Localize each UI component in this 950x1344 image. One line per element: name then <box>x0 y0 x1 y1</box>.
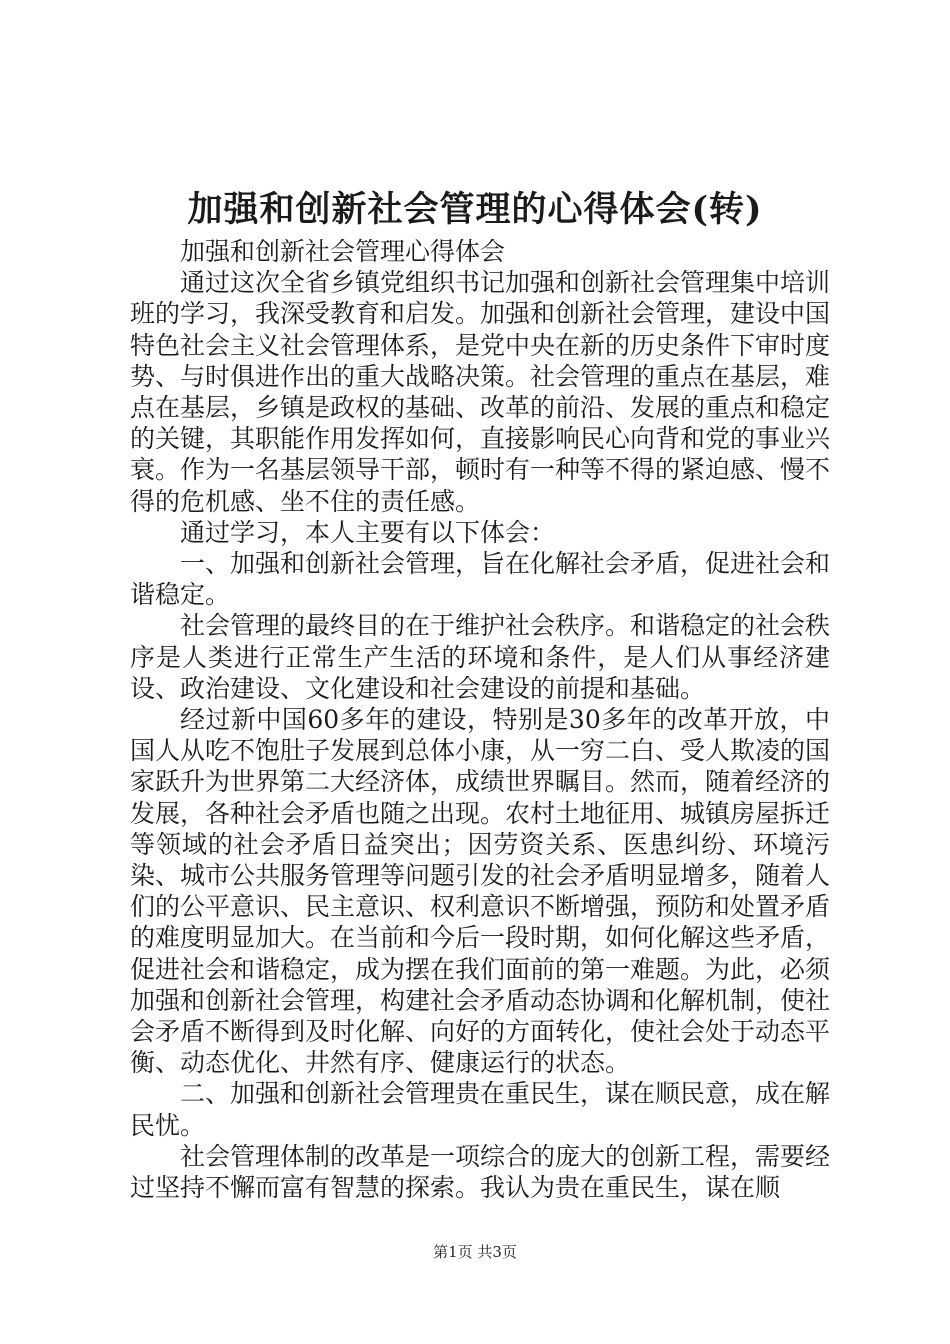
page-footer <box>0 1242 950 1262</box>
document-body <box>130 236 830 1203</box>
paragraph-subtitle: 加强和创新社会管理心得体会 <box>180 237 506 266</box>
document-title: 加强和创新社会管理的心得体会(转) <box>187 189 763 230</box>
paragraph-heading: 二、加强和创新社会管理贵在重民生，谋在顺民意，成在解民忧。 <box>130 1079 831 1140</box>
paragraph-heading: 一、加强和创新社会管理，旨在化解社会矛盾，促进社会和谐稳定。 <box>130 549 831 610</box>
paragraph: 通过这次全省乡镇党组织书记加强和创新社会管理集中培训班的学习，我深受教育和启发。加强和创新社会管理，建设中国特色社会主义社会管理体系，是党中央在新的历史条件下审时度势、与时俱进作出的重大战略决策。社会管理的重点在基层，难点在基层，乡镇是政权的基础、改革的前沿、发展的重点和稳定的关键，其职能作用发挥如何，直接影响民心向背和党的事业兴衰。作为一名基层领导干部，顿时有一种等不得的紧迫感、慢不得的危机感、坐不住的责任感。 <box>130 268 831 516</box>
paragraph: 通过学习，本人主要有以下体会： <box>180 517 556 547</box>
page-indicator: 第1页 共3页 <box>433 1243 517 1261</box>
paragraph: 社会管理的最终目的在于维护社会秩序。和谐稳定的社会秩序是人类进行正常生产生活的环境和条件，是人们从事经济建设、政治建设、文化建设和社会建设的前提和基础。 <box>130 611 831 703</box>
paragraph: 社会管理体制的改革是一项综合的庞大的创新工程，需要经过坚持不懈而富有智慧的探索。我认为贵在重民生，谋在顺 <box>130 1141 831 1203</box>
paragraph: 经过新中国60多年的建设，特别是30多年的改革开放，中国人从吃不饱肚子发展到总体小康，从一穷二白、受人欺凌的国家跃升为世界第二大经济体，成绩世界瞩目。然而，随着经济的发展，各种社会矛盾也随之出现。农村土地征用、城镇房屋拆迁等领域的社会矛盾日益突出；因劳资关系、医患纠纷、环境污染、城市公共服务管理等问题引发的社会矛盾明显增多，随着人们的公平意识、民主意识、权利意识不断增强，预防和处置矛盾的难度明显加大。在当前和今后一段时期，如何化解这些矛盾，促进社会和谐稳定，成为摆在我们面前的第一难题。为此，必须加强和创新社会管理，构建社会矛盾动态协调和化解机制，使社会矛盾不断得到及时化解、向好的方面转化，使社会处于动态平衡、动态优化、井然有序、健康运行的状态。 <box>130 705 831 1078</box>
